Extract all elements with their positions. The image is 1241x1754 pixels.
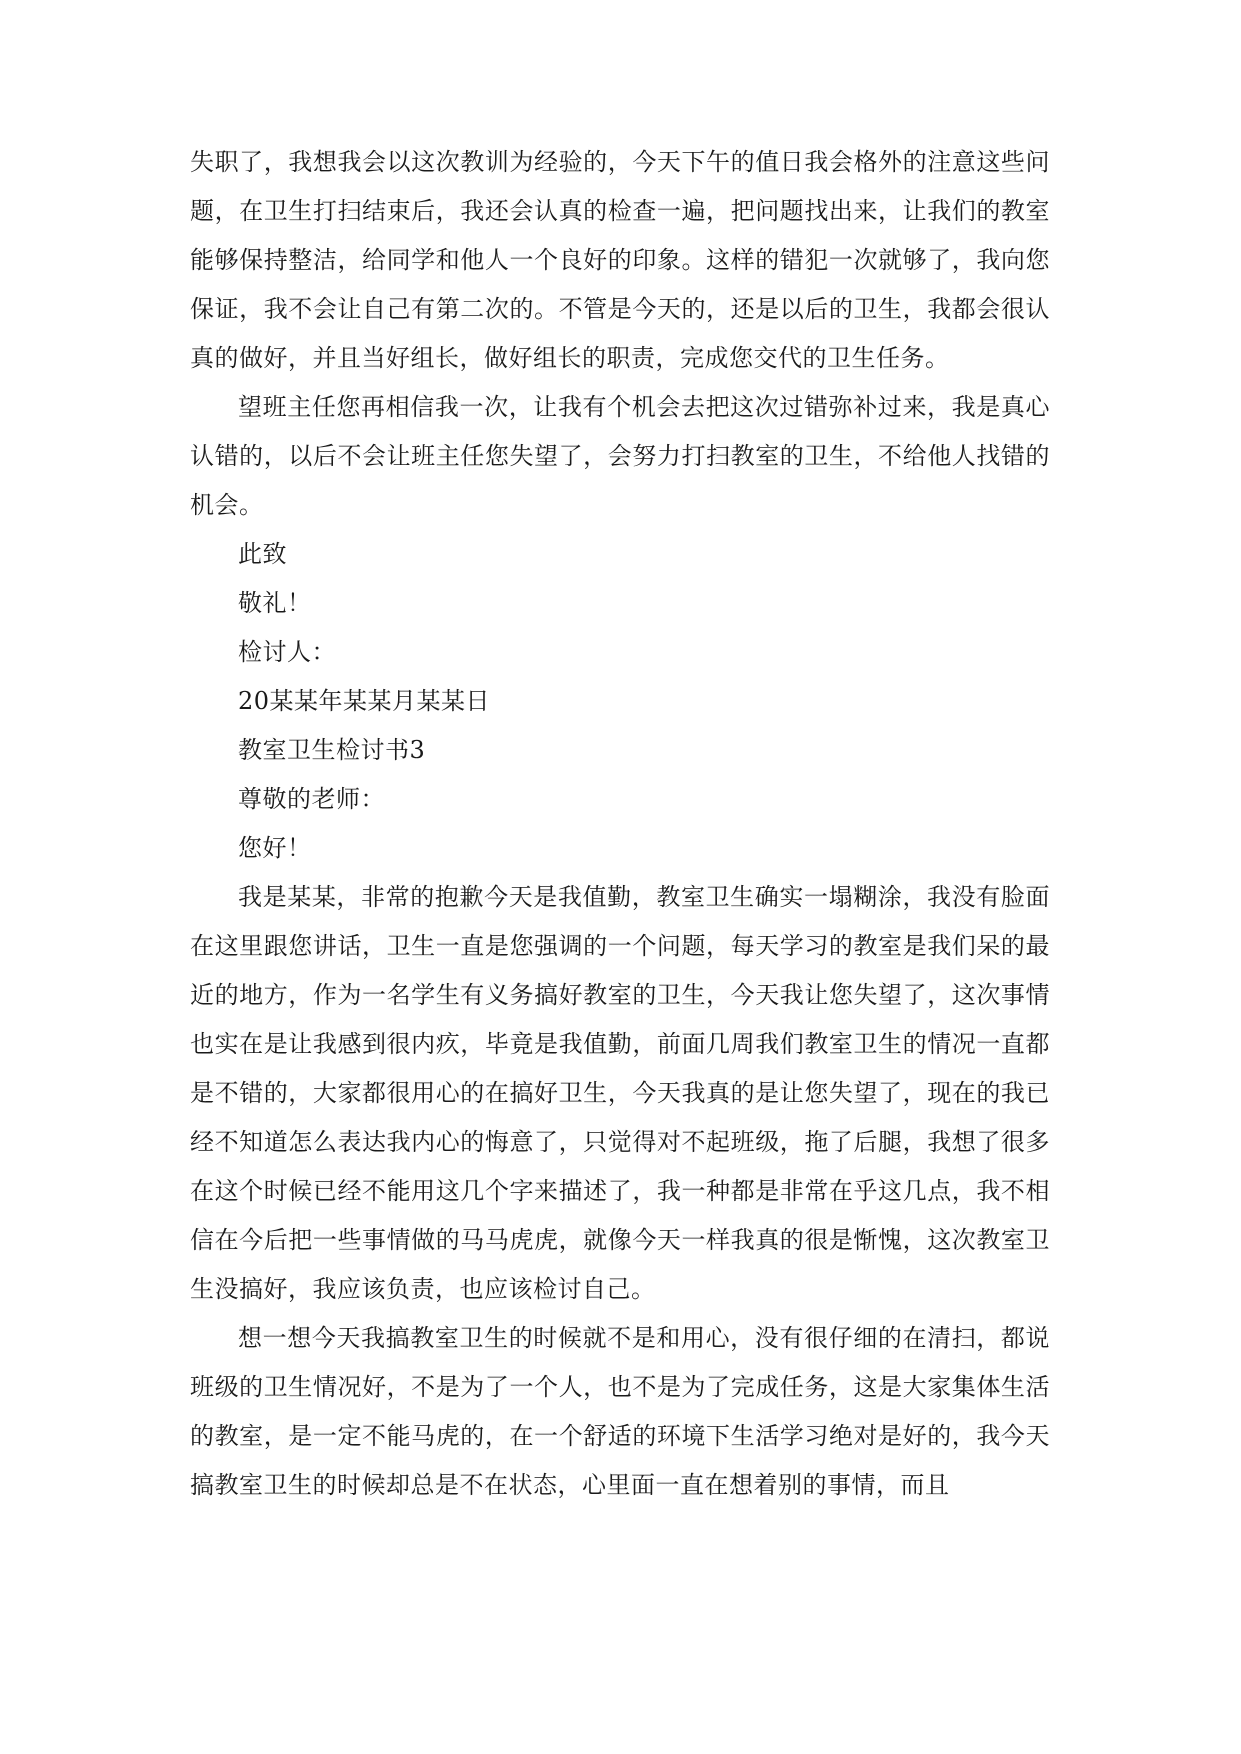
paragraph-body-2: 想一想今天我搞教室卫生的时候就不是和用心，没有很仔细的在清扫，都说班级的卫生情况好，不是为了一个人，也不是为了完成任务，这是大家集体生活的教室，是一定不能马虎的，在一个舒适的环境下生活学习绝对是好的，我今天搞教室卫生的时候却总是不在状态，心里面一直在想着别的事情，而且 <box>190 1324 1050 1499</box>
date-line: 20某某年某某月某某日 <box>238 687 491 715</box>
hello-line: 您好！ <box>238 834 312 862</box>
document-body <box>190 138 1050 1510</box>
section-title: 教室卫生检讨书3 <box>238 736 426 764</box>
paragraph-apology-request: 望班主任您再相信我一次，让我有个机会去把这次过错弥补过来，我是真心认错的，以后不会让班主任您失望了，会努力打扫教室的卫生，不给他人找错的机会。 <box>190 393 1050 519</box>
closing-line: 此致 <box>238 540 287 568</box>
greeting-line: 尊敬的老师： <box>238 785 385 813</box>
salute-line: 敬礼！ <box>238 589 312 617</box>
paragraph-continued: 失职了，我想我会以这次教训为经验的，今天下午的值日我会格外的注意这些问题，在卫生打扫结束后，我还会认真的检查一遍，把问题找出来，让我们的教室能够保持整洁，给同学和他人一个良好的印象。这样的错犯一次就够了，我向您保证，我不会让自己有第二次的。不管是今天的，还是以后的卫生，我都会很认真的做好，并且当好组长，做好组长的职责，完成您交代的卫生任务。 <box>190 148 1050 372</box>
signer-line: 检讨人： <box>238 638 336 666</box>
paragraph-body-1: 我是某某，非常的抱歉今天是我值勤，教室卫生确实一塌糊涂，我没有脸面在这里跟您讲话，卫生一直是您强调的一个问题，每天学习的教室是我们呆的最近的地方，作为一名学生有义务搞好教室的卫生，今天我让您失望了，这次事情也实在是让我感到很内疚，毕竟是我值勤，前面几周我们教室卫生的情况一直都是不错的，大家都很用心的在搞好卫生，今天我真的是让您失望了，现在的我已经不知道怎么表达我内心的悔意了，只觉得对不起班级，拖了后腿，我想了很多在这个时候已经不能用这几个字来描述了，我一种都是非常在乎这几点，我不相信在今后把一些事情做的马马虎虎，就像今天一样我真的很是惭愧，这次教室卫生没搞好，我应该负责，也应该检讨自己。 <box>190 883 1050 1303</box>
